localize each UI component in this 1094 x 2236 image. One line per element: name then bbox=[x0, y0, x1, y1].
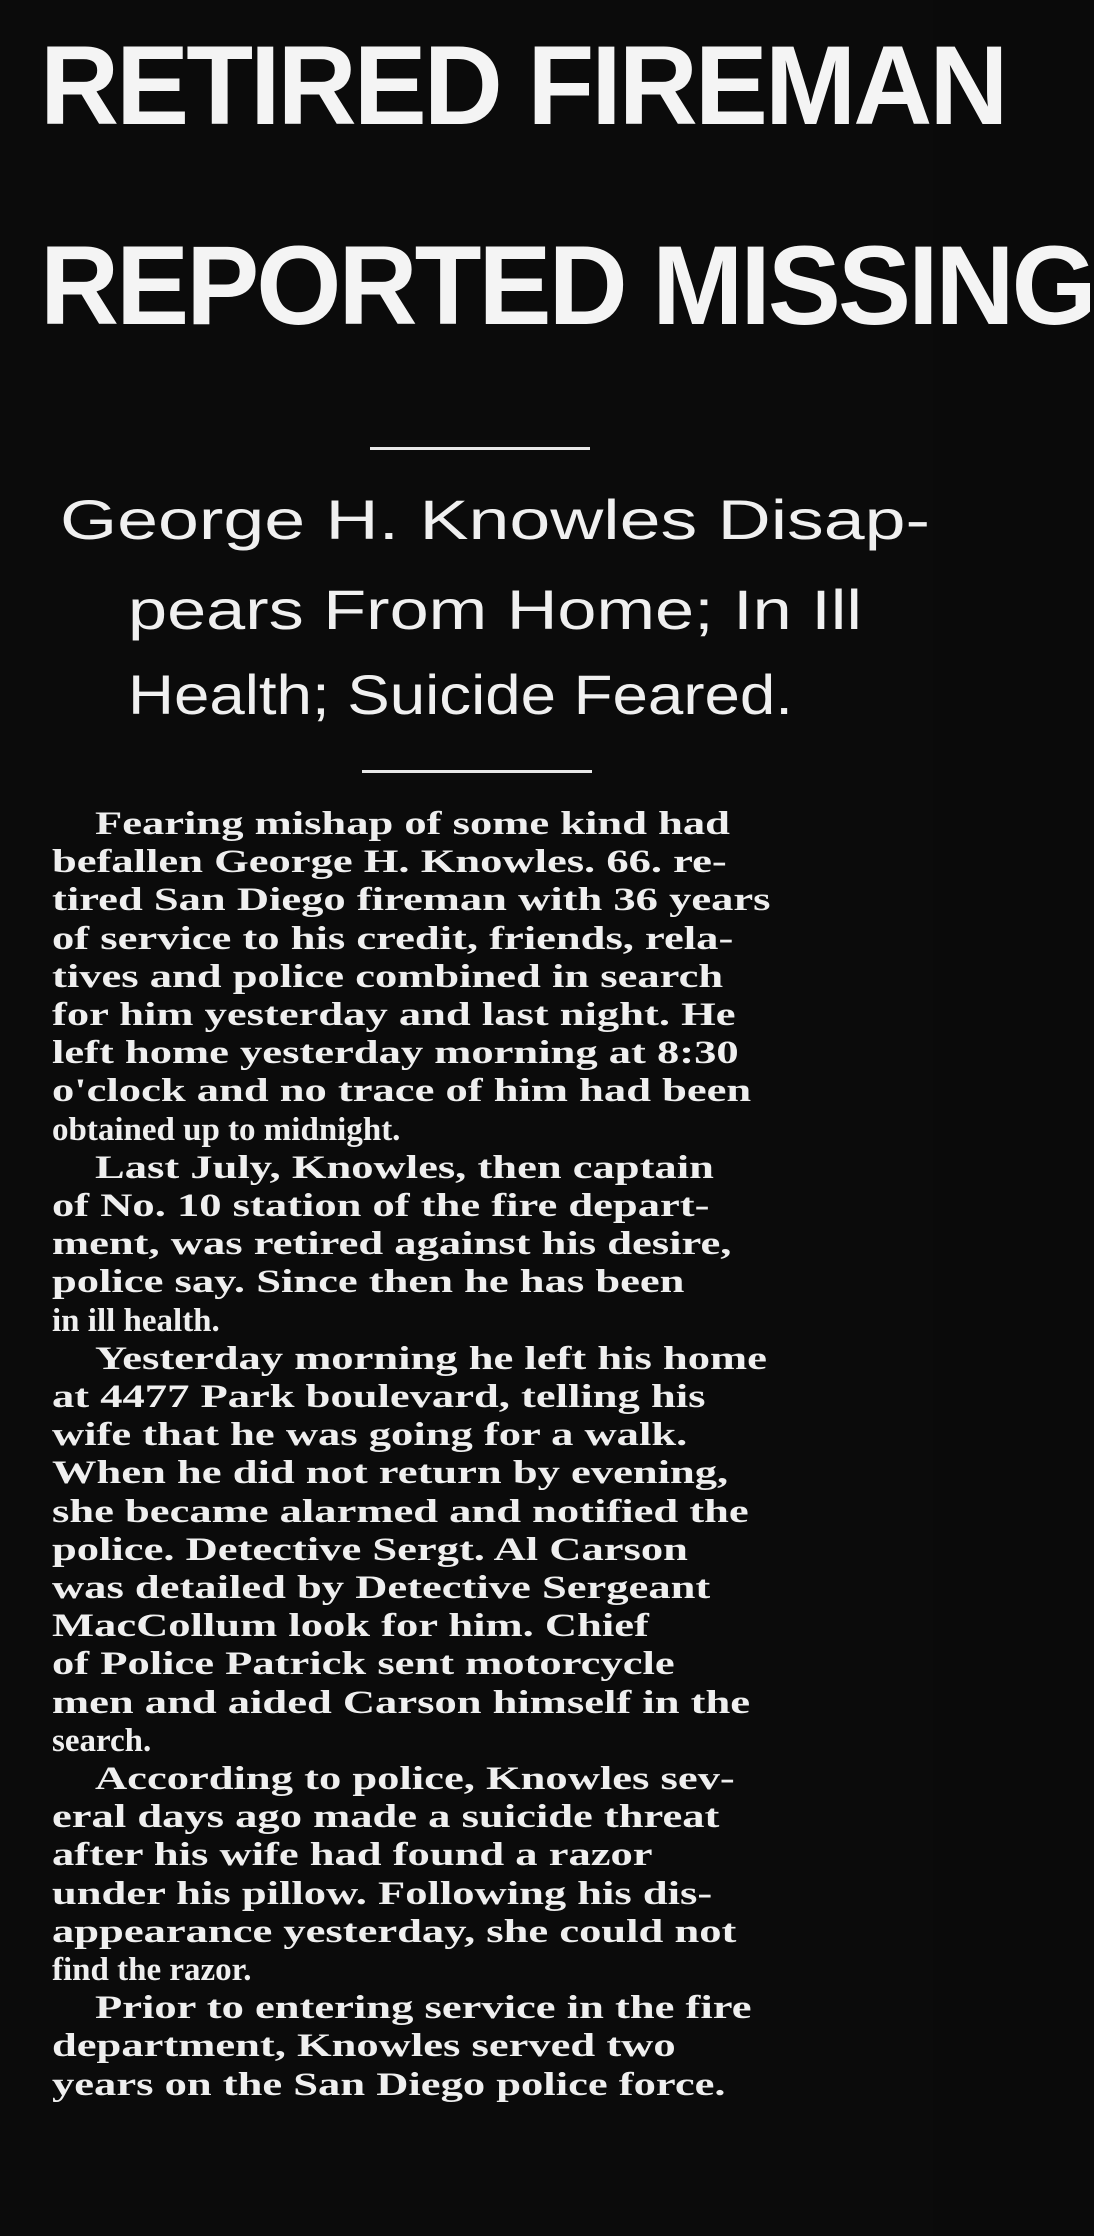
article-line-text: find the razor. bbox=[52, 1952, 252, 1988]
divider-rule bbox=[362, 770, 592, 773]
article-line-text: wife that he was going for a walk. bbox=[52, 1417, 688, 1454]
article-line-text: police say. Since then he has been bbox=[52, 1264, 685, 1301]
headline-line-1: RETIRED FIREMAN bbox=[40, 23, 1006, 148]
article-line-text: befallen George H. Knowles. 66. re- bbox=[52, 844, 727, 881]
article-line-text: Last July, Knowles, then captain bbox=[95, 1149, 714, 1186]
headline-line-2: REPORTED MISSING bbox=[40, 223, 1094, 348]
article-line-text: When he did not return by evening, bbox=[52, 1455, 729, 1492]
deck-line-1: George H. Knowles Disap- bbox=[60, 488, 930, 551]
article-line-text: tives and police combined in search bbox=[52, 958, 724, 995]
article-line-text: eral days ago made a suicide threat bbox=[52, 1799, 720, 1836]
article-line-text: at 4477 Park boulevard, telling his bbox=[52, 1379, 706, 1415]
article-line-text: Yesterday morning he left his home bbox=[95, 1340, 767, 1377]
article-line-text: obtained up to midnight. bbox=[52, 1111, 401, 1148]
deck-line-3: Health; Suicide Feared. bbox=[128, 663, 793, 726]
deck-line-2: pears From Home; In Ill bbox=[128, 578, 862, 641]
article-line-text: MacCollum look for him. Chief bbox=[52, 1608, 649, 1645]
article-line-text: left home yesterday morning at 8:30 bbox=[52, 1035, 739, 1072]
article-line-text: police. Detective Sergt. Al Carson bbox=[52, 1531, 688, 1568]
article-line-text: ment, was retired against his desire, bbox=[52, 1226, 732, 1263]
article-line-text: after his wife had found a razor bbox=[52, 1837, 653, 1874]
article-line-text: department, Knowles served two bbox=[52, 2028, 676, 2065]
article-line-text: of service to his credit, friends, rela- bbox=[52, 920, 734, 957]
article-line-text: of No. 10 station of the fire depart- bbox=[52, 1188, 710, 1224]
article-line-text: Fearing mishap of some kind had bbox=[95, 806, 730, 842]
article-line-text: years on the San Diego police force. bbox=[52, 2066, 726, 2103]
article-line-text: she became alarmed and notified the bbox=[52, 1493, 749, 1530]
article-line-text: According to police, Knowles sev- bbox=[95, 1761, 735, 1797]
article-line-text: Prior to entering service in the fire bbox=[95, 1990, 752, 2027]
article-line-text: in ill health. bbox=[52, 1302, 220, 1339]
article-line-text: appearance yesterday, she could not bbox=[52, 1913, 737, 1950]
article-line-text: men and aided Carson himself in the bbox=[52, 1684, 751, 1721]
divider-rule bbox=[370, 447, 590, 450]
article-line-text: search. bbox=[52, 1722, 152, 1759]
article-line-text: o'clock and no trace of him had been bbox=[52, 1073, 752, 1110]
article-line-text: of Police Patrick sent motorcycle bbox=[52, 1646, 675, 1683]
article-line-text: under his pillow. Following his dis- bbox=[52, 1875, 713, 1912]
article-line-text: was detailed by Detective Sergeant bbox=[52, 1570, 711, 1606]
article-line-text: for him yesterday and last night. He bbox=[52, 997, 736, 1033]
article-line-text: tired San Diego fireman with 36 years bbox=[52, 882, 771, 919]
